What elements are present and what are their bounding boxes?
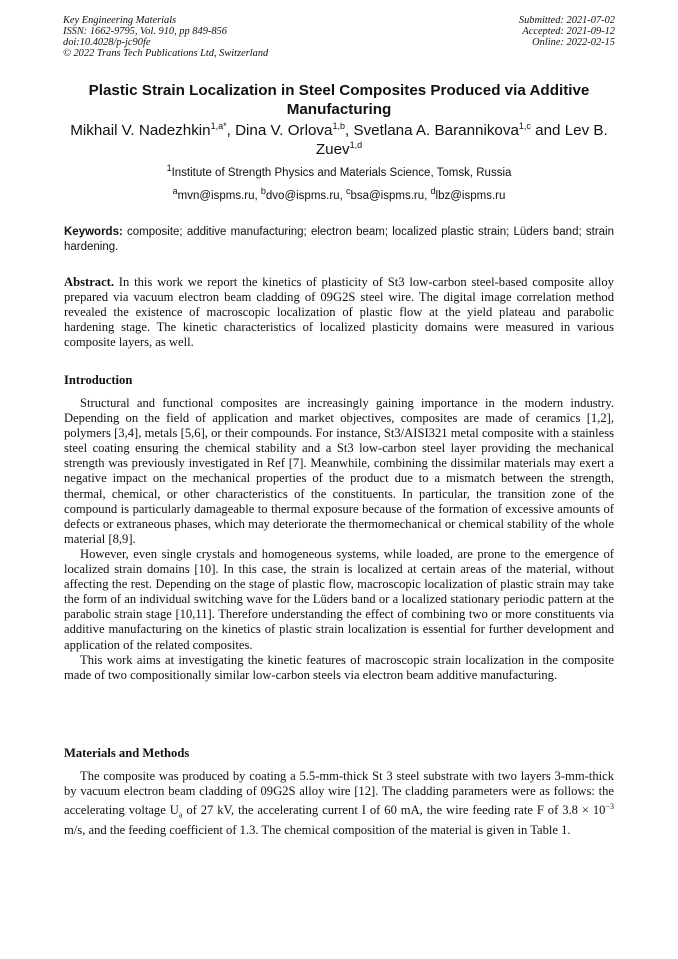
author-name: Lev B. Zuev — [315, 122, 608, 158]
publication-dates — [519, 15, 615, 48]
section-heading-methods: Materials and Methods — [64, 746, 190, 760]
date-online: Online: 2022-02-15 — [532, 37, 615, 48]
email-mark: d — [430, 186, 436, 197]
email-mark: a — [172, 186, 178, 197]
author-separator: , — [226, 122, 236, 139]
email-separator: , — [339, 190, 346, 202]
methods-text: m/s, and the feeding coefficient of 1.3. The chemical composition of the material is given in Table 1. — [64, 822, 571, 837]
affiliation-mark: 1 — [166, 163, 172, 174]
affiliation-text: Institute of Strength Physics and Materials Science, Tomsk, Russia — [171, 167, 512, 179]
affiliation — [60, 163, 618, 181]
keywords-text: composite; additive manufacturing; electron beam; localized plastic strain; Lüders band; strain hardening. — [64, 226, 614, 253]
abstract-label: Abstract. — [64, 275, 115, 289]
voltage-subscript: a — [178, 810, 183, 820]
paper-title: Plastic Strain Localization in Steel Composites Produced via Additive Manufacturing — [88, 82, 590, 118]
methods-text: The composite was produced by coating a 5.5-mm-thick St 3 steel substrate with two layers 3-mm-thick by vacuum electron beam cladding of 09G2S alloy wire [12]. The cladding parameters were as follows: the accelerating voltage U — [64, 769, 614, 818]
abstract-text: In this work we report the kinetics of plasticity of St3 low-carbon steel-based composite alloy prepared via vacuum electron beam cladding of 09G2S steel wire. The digital image correlation method revealed the existence of macroscopic localization of plastic flow at the yield plateau and parabolic hardening stage. The kinetic characteristics of localized plasticity domains were measured in various composite layers, as well. — [64, 275, 614, 350]
paragraph: Structural and functional composites are increasingly gaining importance in the modern industry. Depending on the field of application and market objectives, composites are made of ceramics [1,2], polymers [3,4], metals [5,6], or their compounds. For instance, St3/AISI321 metal composite with a stainless steel coating ensuring the chemical stability and a St3 low-carbon steel layer providing the mechanical strength was previously investigated in Ref [7]. Meanwhile, combining the dissimilar materials may exert a negative impact on the mechanical properties of the product due to a mismatch between the strength, thermal, chemical, or other characteristics of the constituents. In particular, the transition zone of the compound is particularly damageable to thermal exposure because of the formation of excessive amounts of defects or extraneous phases, which may deteriorate the thermomechanical or chemical stability of the whole material [8,9]. — [64, 396, 614, 546]
paragraph: However, even single crystals and homogeneous systems, while loaded, are prone to the emergence of localized strain domains [10]. In this case, the strain is localized at certain areas of the material, without affecting the rest. Depending on the stage of plastic flow, macroscopic localization of plastic strain may take the form of an individual switching wave for the Lüders band or a localized stationary periodic pattern at the parabolic strain stage [10,11]. Therefore understanding the effect of combining two or more constituents via additive manufacturing on the kinetics of plastic strain localization is essential for further development and application of the related composites. — [64, 546, 614, 652]
paragraph — [64, 769, 614, 838]
email-address[interactable]: dvo@ispms.ru — [265, 190, 340, 202]
methods-body — [64, 769, 614, 838]
keywords-label: Keywords: — [64, 226, 123, 238]
email-address[interactable]: lbz@ispms.ru — [435, 190, 506, 202]
author-affiliation-mark: 1,b — [332, 120, 345, 131]
author-list — [60, 121, 618, 159]
journal-doi: doi:10.4028/p-jc90fe — [63, 37, 151, 48]
keywords — [64, 225, 614, 255]
author-affiliation-mark: 1,a* — [210, 120, 227, 131]
journal-issn: ISSN: 1662-9795, Vol. 910, pp 849-856 — [63, 26, 227, 37]
date-submitted: Submitted: 2021-07-02 — [518, 15, 615, 26]
author-name: Dina V. Orlova — [235, 122, 333, 139]
section-heading-introduction: Introduction — [64, 373, 133, 387]
email-separator: , — [424, 190, 431, 202]
journal-info — [63, 15, 268, 59]
author-affiliation-mark: 1,c — [518, 120, 531, 131]
author-separator: , — [344, 122, 354, 139]
email-list — [60, 186, 618, 204]
author-separator: and — [530, 122, 565, 139]
email-mark: c — [345, 186, 351, 197]
email-address[interactable]: bsa@ispms.ru — [350, 190, 425, 202]
email-address[interactable]: mvn@ispms.ru — [177, 190, 255, 202]
author-name: Mikhail V. Nadezhkin — [70, 122, 211, 139]
date-accepted: Accepted: 2021-09-12 — [522, 26, 615, 37]
author-affiliation-mark: 1,d — [349, 139, 363, 150]
email-mark: b — [260, 186, 266, 197]
exponent: −3 — [605, 802, 614, 812]
abstract — [64, 275, 614, 350]
journal-copyright: © 2022 Trans Tech Publications Ltd, Switzerland — [63, 48, 269, 59]
author-name: Svetlana A. Barannikova — [353, 122, 519, 139]
introduction-body — [64, 396, 614, 683]
paragraph: This work aims at investigating the kinetic features of macroscopic strain localization in the composite made of two compositionally similar low-carbon steels via electron beam additive manufacturing. — [64, 652, 614, 682]
journal-name: Key Engineering Materials — [63, 15, 177, 26]
methods-text: of 27 kV, the accelerating current I of 60 mA, the wire feeding rate F of 3.8 × 10 — [182, 803, 606, 818]
email-separator: , — [254, 190, 261, 202]
